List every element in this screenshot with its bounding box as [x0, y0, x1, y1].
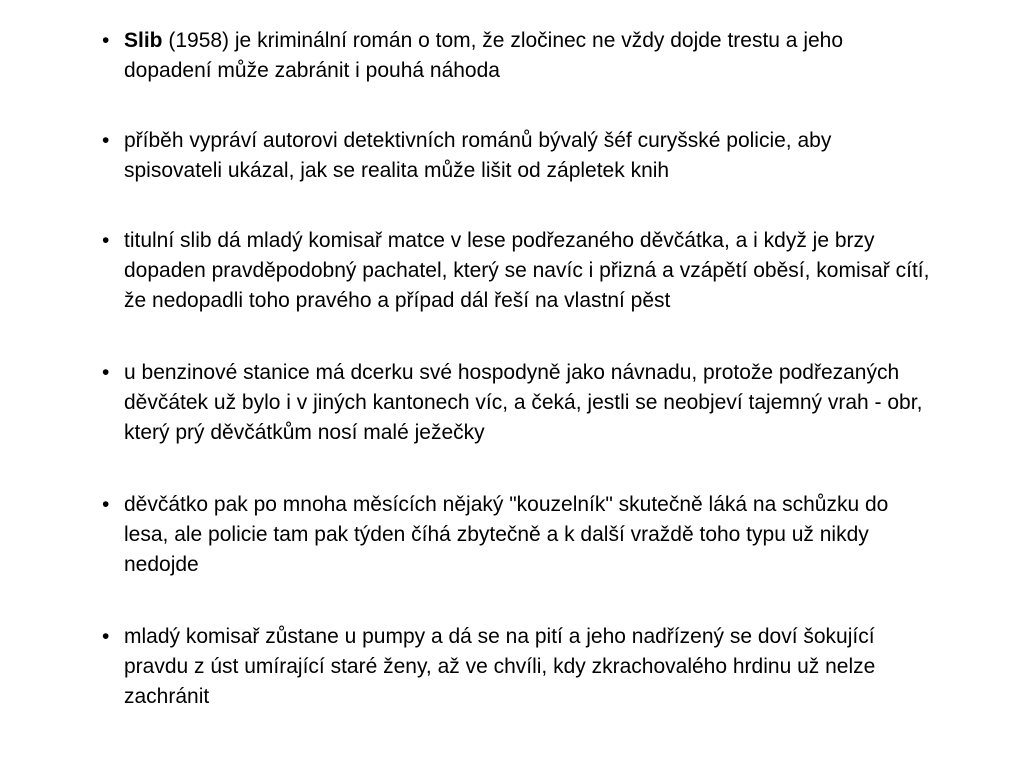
bullet-item-3: [100, 226, 930, 316]
bullet-text: titulní slib dá mladý komisař matce v lese podřezaného děvčátka, a i když je brzy dopaden pravděpodobný pachatel, který se navíc i přizná a vzápětí oběsí, komisař cítí, že nedopadli toho pravého a případ dál řeší na vlastní pěst: [124, 229, 930, 312]
bullet-dot: •: [102, 129, 110, 152]
bullet-text: příběh vypráví autorovi detektivních románů bývalý šéf curyšské policie, aby spisovateli ukázal, jak se realita může lišit od zápletek knih: [124, 129, 832, 182]
bullet-item-6: [100, 622, 930, 712]
bullet-dot: •: [102, 493, 110, 516]
bullet-item-5: [100, 490, 930, 580]
bullet-text: mladý komisař zůstane u pumpy a dá se na pití a jeho nadřízený se doví šokující pravdu z úst umírající staré ženy, až ve chvíli, kdy zkrachovalého hrdinu už nelze zachránit: [124, 625, 876, 708]
bullet-item-4: [100, 358, 930, 448]
bullet-item-1: [100, 26, 930, 86]
bullet-item-2: [100, 126, 930, 186]
bullet-dot: •: [102, 229, 110, 252]
bullet-dot: •: [102, 625, 110, 648]
bullet-text: děvčátko pak po mnoha měsících nějaký "kouzelník" skutečně láká na schůzku do lesa, ale policie tam pak týden číhá zbytečně a k další vraždě toho typu už nikdy nedojde: [124, 493, 889, 576]
bullet-text: u benzinové stanice má dcerku své hospodyně jako návnadu, protože podřezaných děvčátek už bylo i v jiných kantonech víc, a čeká, jestli se neobjeví tajemný vrah - obr, který prý děvčátkům nosí malé ježečky: [124, 361, 923, 444]
bullet-dot: •: [102, 361, 110, 384]
bullet-list: [100, 26, 930, 754]
book-title: Slib: [124, 29, 163, 52]
bullet-text: (1958) je kriminální román o tom, že zločinec ne vždy dojde trestu a jeho dopadení může zabránit i pouhá náhoda: [124, 29, 844, 82]
bullet-dot: •: [102, 29, 110, 52]
